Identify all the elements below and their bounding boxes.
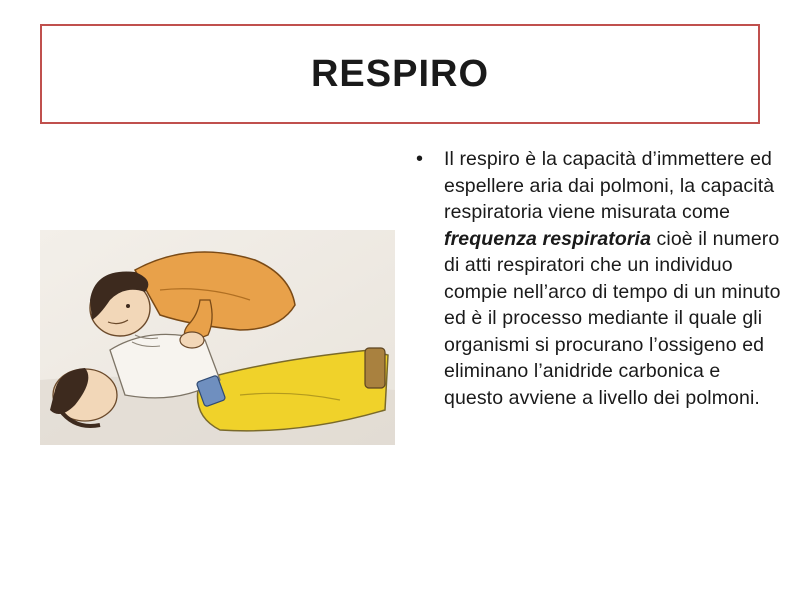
list-item xyxy=(416,146,784,411)
paragraph-text-start: Il respiro è la capacità d’immettere ed espellere aria dai polmoni, la capacità respiratoria viene misurata come xyxy=(444,148,775,223)
bullet-paragraph xyxy=(444,146,784,411)
bullet-icon: • xyxy=(416,148,424,170)
slide-title: RESPIRO xyxy=(310,52,490,95)
emphasis-term: frequenza respiratoria xyxy=(444,227,652,250)
paragraph-text-end: cioè il numero di atti respiratori che un individuo compie nell’arco di tempo di un minuto ed è il processo mediante il quale gli organismi si procurano l’ossigeno ed eliminano l’anidride carbonica e questo avviene a livello dei polmoni. xyxy=(444,227,781,409)
rescuer-checking-breathing-icon xyxy=(40,230,395,445)
bullet-list xyxy=(416,146,784,411)
first-aid-illustration xyxy=(40,230,395,445)
title-box xyxy=(40,24,760,124)
